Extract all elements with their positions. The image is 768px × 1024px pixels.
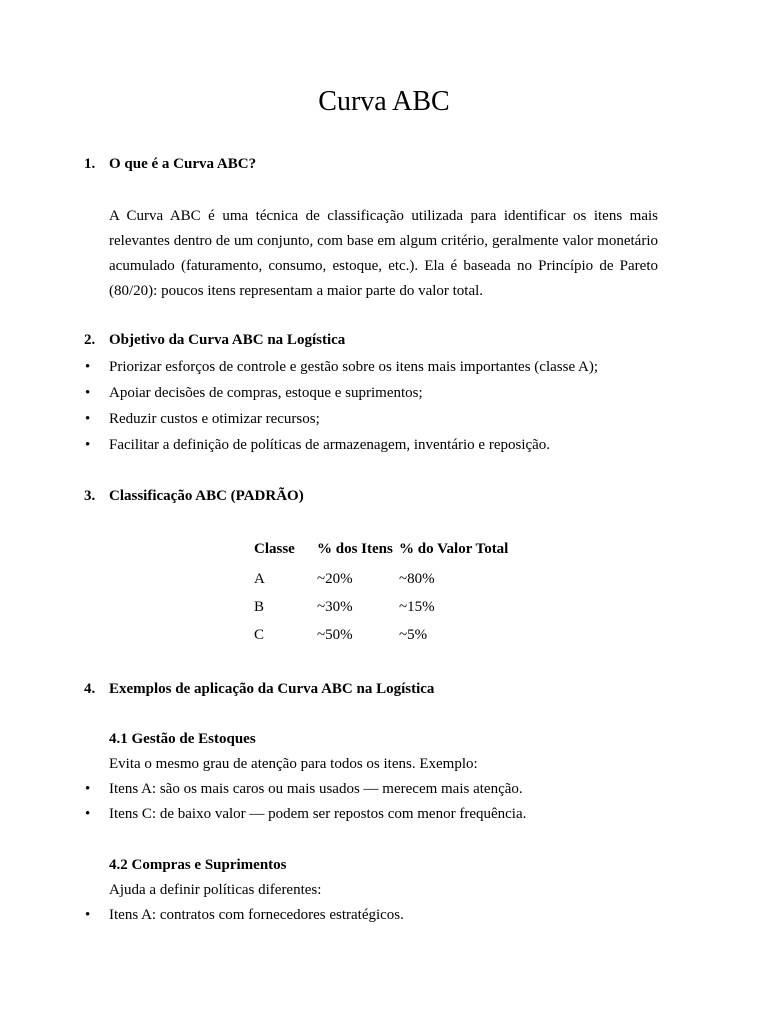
table-header-valor: % do Valor Total <box>399 541 509 557</box>
table-cell: ~30% <box>317 599 353 615</box>
table-header-classe: Classe <box>254 541 295 557</box>
section-4-heading: Exemplos de aplicação da Curva ABC na Logística <box>109 681 435 697</box>
section-3-heading: Classificação ABC (PADRÃO) <box>109 488 304 504</box>
section-2-bullet-1: Priorizar esforços de controle e gestão sobre os itens mais importantes (classe A); <box>109 359 599 375</box>
subsection-4-1-heading: 4.1 Gestão de Estoques <box>109 731 256 747</box>
subsection-4-1-intro: Evita o mesmo grau de atenção para todos os itens. Exemplo: <box>109 756 478 772</box>
section-3-number: 3. <box>84 488 96 504</box>
table-cell: ~20% <box>317 571 353 587</box>
table-cell: C <box>254 627 265 643</box>
table-cell: ~15% <box>399 599 435 615</box>
table-cell: B <box>254 599 265 615</box>
bullet-marker: • <box>85 907 91 923</box>
section-2-number: 2. <box>84 332 96 348</box>
section-1-paragraph: A Curva ABC é uma técnica de classificação utilizada para identificar os itens mais relevantes dentro de um conjunto, com base em algum critério, geralmente valor monetário acumulado (faturamento, consumo, estoque, etc.). Ela é baseada no Princípio de Pareto (80/20): poucos itens representam a maior parte do valor total. <box>109 208 658 299</box>
document-title: Curva ABC <box>318 86 450 117</box>
bullet-marker: • <box>85 385 91 401</box>
section-1-heading: O que é a Curva ABC? <box>109 156 257 172</box>
bullet-marker: • <box>85 437 91 453</box>
subsection-4-2-bullet-1: Itens A: contratos com fornecedores estratégicos. <box>109 907 404 923</box>
bullet-marker: • <box>85 806 91 822</box>
table-cell: ~80% <box>399 571 435 587</box>
subsection-4-2-intro: Ajuda a definir políticas diferentes: <box>109 882 322 898</box>
subsection-4-1-bullet-2: Itens C: de baixo valor — podem ser repostos com menor frequência. <box>109 806 527 822</box>
section-2-bullet-4: Facilitar a definição de políticas de armazenagem, inventário e reposição. <box>109 437 551 453</box>
table-cell: ~50% <box>317 627 353 643</box>
subsection-4-1-bullet-1: Itens A: são os mais caros ou mais usados — merecem mais atenção. <box>109 781 523 797</box>
table-cell: A <box>254 571 265 587</box>
table-cell: ~5% <box>399 627 428 643</box>
section-2-heading: Objetivo da Curva ABC na Logística <box>109 332 346 348</box>
bullet-marker: • <box>85 359 91 375</box>
section-2-bullet-2: Apoiar decisões de compras, estoque e suprimentos; <box>109 385 423 401</box>
section-4-number: 4. <box>84 681 96 697</box>
section-1-number: 1. <box>84 156 96 172</box>
section-2-bullet-3: Reduzir custos e otimizar recursos; <box>109 411 320 427</box>
bullet-marker: • <box>85 781 91 797</box>
subsection-4-2-heading: 4.2 Compras e Suprimentos <box>109 857 287 873</box>
bullet-marker: • <box>85 411 91 427</box>
table-header-itens: % dos Itens <box>317 541 393 557</box>
